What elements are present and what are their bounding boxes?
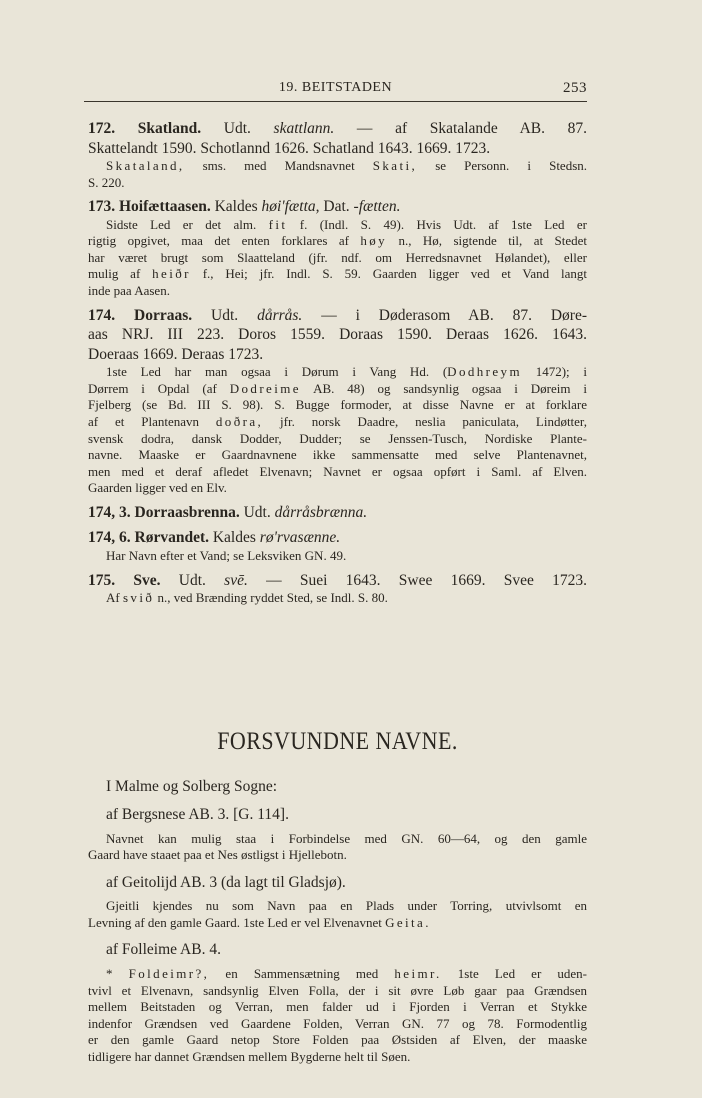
text-line <box>88 503 587 523</box>
text-line <box>88 139 587 159</box>
pronunciation: svē. <box>224 571 248 589</box>
text-segment: svensk dodra, dansk Dodder, Dudder; se Jenssen-Tusch, Nordiske Plante- <box>88 430 587 446</box>
text-segment: aas NRJ. III 223. Doros 1559. Doraas 1590. Deraas 1626. 1643. <box>88 326 587 344</box>
text-segment: inde paa Aasen. <box>88 283 170 299</box>
pronunciation: høi'fætta, <box>261 198 320 216</box>
text-line <box>88 250 587 267</box>
text-line <box>88 283 587 300</box>
text-segment: FORSVUNDNE NAVNE. <box>217 727 458 755</box>
text-segment <box>115 120 138 137</box>
text-segment: Levning af den gamle Gaard. 1ste Led er vel Elvenavnet <box>88 914 386 930</box>
text-segment: Kaldes <box>208 529 260 547</box>
text-segment: af et Plantenavn <box>88 413 216 429</box>
text-line <box>88 414 587 431</box>
entry-heading: Skatland. <box>137 120 202 137</box>
text-segment: jfr. norsk Daadre, neslia paniculata, Lindøtter, <box>263 413 587 429</box>
text-segment: Skattelandt 1590. Schotlannd 1626. Schatland 1643. 1669. 1723. <box>88 139 491 157</box>
text-line <box>88 590 587 607</box>
text-segment: men med et deraf afledet Elvenavn; Navnet er ogsaa opført i Saml. af Elven. <box>88 463 587 479</box>
text-segment: af Geitolijd AB. 3 (da lagt til Gladsjø). <box>106 873 346 891</box>
page-number: 253 <box>563 80 587 96</box>
spaced-word: Geita. <box>385 914 431 930</box>
entry-heading: Rørvandet. <box>134 529 209 547</box>
text-segment: Gaarden ligger ved en Elv. <box>88 480 227 496</box>
text-segment: en Sammensætning med <box>209 965 395 981</box>
entry-heading: 174. <box>88 306 116 324</box>
text-segment: Udt. <box>160 571 225 589</box>
text-segment: mulig af <box>88 266 153 282</box>
entry-heading: 174, 6. <box>88 529 131 547</box>
running-header <box>84 80 587 100</box>
spaced-word: Dodreime <box>229 380 301 396</box>
text-line <box>88 158 587 175</box>
text-line <box>88 197 587 217</box>
text-segment: Kaldes <box>210 198 262 216</box>
text-segment: * <box>106 965 129 981</box>
text-line <box>88 175 587 192</box>
spaced-word: fit <box>268 216 288 232</box>
text-line <box>88 447 587 464</box>
text-segment: S. 220. <box>88 174 125 190</box>
text-line <box>88 464 587 481</box>
entry-heading: Dorraasbrenna. <box>134 503 240 521</box>
text-segment: n., ved Brænding ryddet Sted, se Indl. S. 80. <box>154 590 388 605</box>
text-line <box>88 831 587 848</box>
text-line <box>88 397 587 414</box>
text-segment: Doeraas 1669. Deraas 1723. <box>88 345 264 363</box>
text-segment: tidligere har dannet Grændsen mellem Bygderne helt til Søen. <box>88 1048 411 1064</box>
text-line <box>88 364 587 381</box>
spaced-word: svið <box>122 590 155 605</box>
pronunciation: dårråsbrænna. <box>274 503 368 521</box>
text-segment: Dat. <box>319 198 354 216</box>
text-line <box>88 431 587 448</box>
text-segment: n., Hø, sigtende til, at Stedet <box>387 233 587 249</box>
entry-heading: Dorraas. <box>134 306 193 324</box>
text-line <box>88 777 587 797</box>
text-segment: f. (Indl. S. 49). Hvis Udt. af 1ste Led er <box>287 216 587 232</box>
section-heading <box>118 727 557 757</box>
spaced-word: doðra, <box>215 413 264 429</box>
spaced-word: Skataland, <box>106 158 185 173</box>
text-line <box>88 345 587 365</box>
text-line <box>88 266 587 283</box>
text-segment: Fjelberg (se Bd. III S. 98). S. Bugge formoder, at disse Navne er at forklare <box>88 397 587 413</box>
entry-heading: 174, 3. <box>88 503 131 521</box>
entry-heading: 173. <box>88 198 116 216</box>
text-segment: 1ste Led har man ogsaa i Dørum i Vang Hd. ( <box>106 364 448 380</box>
text-segment: indenfor Grændsen ved Gaardene Folden, Verran GN. 77 og 78. Formodentlig <box>88 1015 587 1031</box>
text-segment: 1ste Led er uden- <box>441 965 587 981</box>
entry-line <box>88 306 587 326</box>
text-segment: sms. med Mandsnavnet <box>184 158 373 173</box>
text-segment: AB. 48) og sandsynlig ogsaa i Døreim i <box>300 380 587 396</box>
text-line <box>88 898 587 915</box>
text-segment: Af <box>106 590 123 605</box>
text-line <box>88 999 587 1016</box>
page-body <box>88 119 587 1066</box>
text-line <box>88 873 587 893</box>
text-segment: Sidste Led er det alm. <box>106 216 269 232</box>
spaced-word: Foldeimr?, <box>128 965 210 981</box>
text-segment <box>115 572 133 589</box>
text-segment: har været brugt som Slaatteland (jfr. ndf. om Herredsnavnet Hølandet), eller <box>88 249 587 265</box>
text-segment: Gjeitli kjendes nu som Navn paa en Plads under Torring, utvivlsomt en <box>106 898 587 914</box>
text-segment: Navnet kan mulig staa i Forbindelse med GN. 60—64, og den gamle <box>106 830 587 846</box>
entry-heading: 175. <box>88 571 116 589</box>
text-line <box>88 217 587 234</box>
text-segment: af Folleime AB. 4. <box>106 941 221 959</box>
text-segment: — i Døderasom AB. 87. Døre- <box>302 306 587 324</box>
text-line <box>88 805 587 825</box>
text-line <box>88 915 587 932</box>
chapter-title: 19. BEITSTADEN <box>278 80 393 95</box>
text-segment: I Malme og Solberg Sogne: <box>106 777 278 795</box>
text-line <box>88 966 587 983</box>
text-segment: Dørrem i Opdal (af <box>88 380 230 396</box>
text-line <box>88 1032 587 1049</box>
spaced-word: heiðr <box>152 266 191 282</box>
pronunciation: -fætten. <box>353 198 401 216</box>
text-line <box>88 847 587 864</box>
entry-line <box>88 119 587 139</box>
text-line <box>88 1016 587 1033</box>
text-segment <box>115 307 134 324</box>
text-segment: Har Navn efter et Vand; se Leksviken GN. 49. <box>106 547 347 563</box>
text-line <box>88 325 587 345</box>
text-line <box>88 381 587 398</box>
text-segment: — af Skatalande AB. 87. <box>334 120 587 137</box>
text-line <box>88 528 587 548</box>
pronunciation: rø'rvasænne. <box>259 529 341 547</box>
pronunciation: dårrås. <box>257 306 303 324</box>
spaced-word: Dodhreym <box>447 364 522 380</box>
text-line <box>88 940 587 960</box>
header-rule <box>84 101 587 102</box>
spaced-word: Skati, <box>372 158 418 173</box>
text-segment: navne. Maaske er Gaardnavnene ikke sammensatte med selve Plantenavnet, <box>88 447 587 463</box>
text-segment: tvivl et Elvenavn, sandsynlig Elven Folla, der i sit øvre Løb gaar paa Grændsen <box>88 982 587 998</box>
text-segment: se Personn. i Stedsn. <box>417 158 587 173</box>
text-segment: rigtig opgivet, maa det enten forklares af <box>88 233 361 249</box>
text-segment: mellem Beitstaden og Verran, men falder ud i Fjorden i Verran et Stykke <box>88 999 587 1015</box>
text-segment: Gaard have staaet paa et Nes østligst i Hjellebotn. <box>88 847 347 863</box>
text-segment: Udt. <box>201 120 274 137</box>
text-line <box>88 548 587 565</box>
text-segment: er den gamle Gaard netop Store Folden paa Østsiden af Elven, der maaske <box>88 1032 587 1048</box>
entry-heading: 172. <box>88 120 116 137</box>
text-segment: af Bergsnese AB. 3. [G. 114]. <box>106 806 289 824</box>
text-line <box>88 571 587 591</box>
text-segment: f., Hei; jfr. Indl. S. 59. Gaarden ligger ved et Vand langt <box>190 266 587 282</box>
text-line <box>88 983 587 1000</box>
text-line <box>88 480 587 497</box>
text-segment: Udt. <box>192 306 258 324</box>
entry-heading: Sve. <box>133 571 161 589</box>
text-line <box>88 233 587 250</box>
text-segment: — Suei 1643. Swee 1669. Svee 1723. <box>247 571 587 589</box>
text-segment: Udt. <box>239 503 275 521</box>
spaced-word: høy <box>360 233 388 249</box>
entry-heading: Hoifættaasen. <box>119 198 211 216</box>
text-segment: 1472); i <box>521 364 587 380</box>
spaced-word: heimr. <box>394 965 442 981</box>
pronunciation: skattlann. <box>273 120 335 137</box>
text-line <box>88 1049 587 1066</box>
